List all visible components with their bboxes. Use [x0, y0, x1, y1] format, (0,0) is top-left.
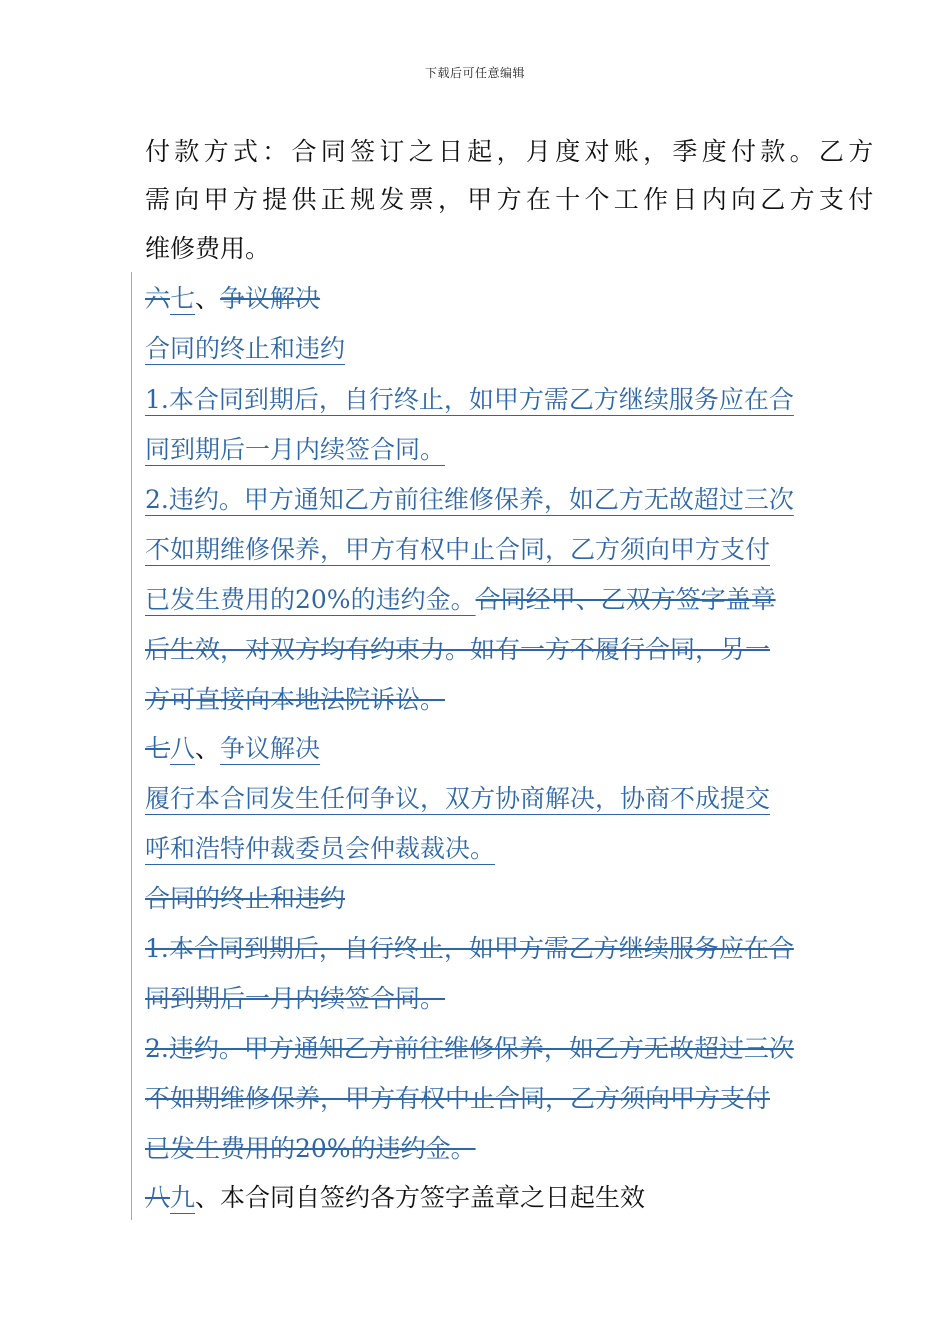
section-8-heading [145, 729, 320, 769]
deleted-number: 八 [145, 1183, 171, 1212]
deleted-item1-line1: 1.本合同到期后，自行终止，如甲方需乙方继续服务应在合 [145, 934, 794, 963]
inserted-penalty-text: 已发生费用的20%的违约金。 [145, 585, 476, 614]
inserted-item2-line1: 2.违约。甲方通知乙方前往维修保养，如乙方无故超过三次 [145, 485, 794, 514]
dispute-line-2: 呼和浩特仲裁委员会仲裁裁决。 [145, 834, 496, 863]
deleted-number: 七 [145, 734, 171, 763]
deleted-number: 六 [145, 284, 171, 313]
deleted-item1-line2: 同到期后一月内续签合同。 [145, 984, 446, 1013]
payment-line-3: 维修费用。 [145, 234, 271, 263]
mixed-revision-line [145, 580, 776, 620]
deleted-item2-line1: 2.违约。甲方通知乙方前往维修保养，如乙方无故超过三次 [145, 1034, 794, 1063]
payment-line-1: 付款方式：合同签订之日起，月度对账，季度付款。乙方 [145, 137, 878, 166]
inserted-termination-title: 合同的终止和违约 [145, 334, 346, 363]
section-7-heading [145, 279, 320, 319]
deleted-title: 争议解决 [220, 284, 321, 313]
inserted-number: 八 [170, 734, 196, 763]
dispute-line-1: 履行本合同发生任何争议，双方协商解决，协商不成提交 [145, 784, 771, 813]
inserted-title: 争议解决 [220, 734, 321, 763]
inserted-number: 九 [170, 1183, 196, 1212]
deleted-termination-title: 合同的终止和违约 [145, 884, 346, 913]
deleted-effect-line-3: 方可直接向本地法院诉讼。 [145, 685, 446, 714]
separator: 、 [195, 284, 221, 313]
deleted-item2-line3: 已发生费用的20%的违约金。 [145, 1134, 476, 1163]
page-header: 下载后可任意编辑 [424, 66, 525, 80]
deleted-effect-line-2: 后生效，对双方均有约束力。如有一方不履行合同，另一 [145, 635, 771, 664]
revision-change-bar [131, 272, 132, 1220]
inserted-item1-line2: 同到期后一月内续签合同。 [145, 435, 446, 464]
payment-line-2: 需向甲方提供正规发票，甲方在十个工作日内向乙方支付 [145, 185, 878, 214]
deleted-item2-line2: 不如期维修保养，甲方有权中止合同，乙方须向甲方支付 [145, 1084, 771, 1113]
inserted-item1-line1: 1.本合同到期后，自行终止，如甲方需乙方继续服务应在合 [145, 385, 794, 414]
inserted-number: 七 [170, 284, 196, 313]
section-9-text: 、本合同自签约各方签字盖章之日起生效 [195, 1183, 646, 1212]
deleted-effect-text: 合同经甲、乙双方签字盖章 [475, 585, 776, 614]
inserted-item2-line2: 不如期维修保养，甲方有权中止合同，乙方须向甲方支付 [145, 535, 771, 564]
separator: 、 [195, 734, 221, 763]
section-9-heading [145, 1178, 645, 1218]
